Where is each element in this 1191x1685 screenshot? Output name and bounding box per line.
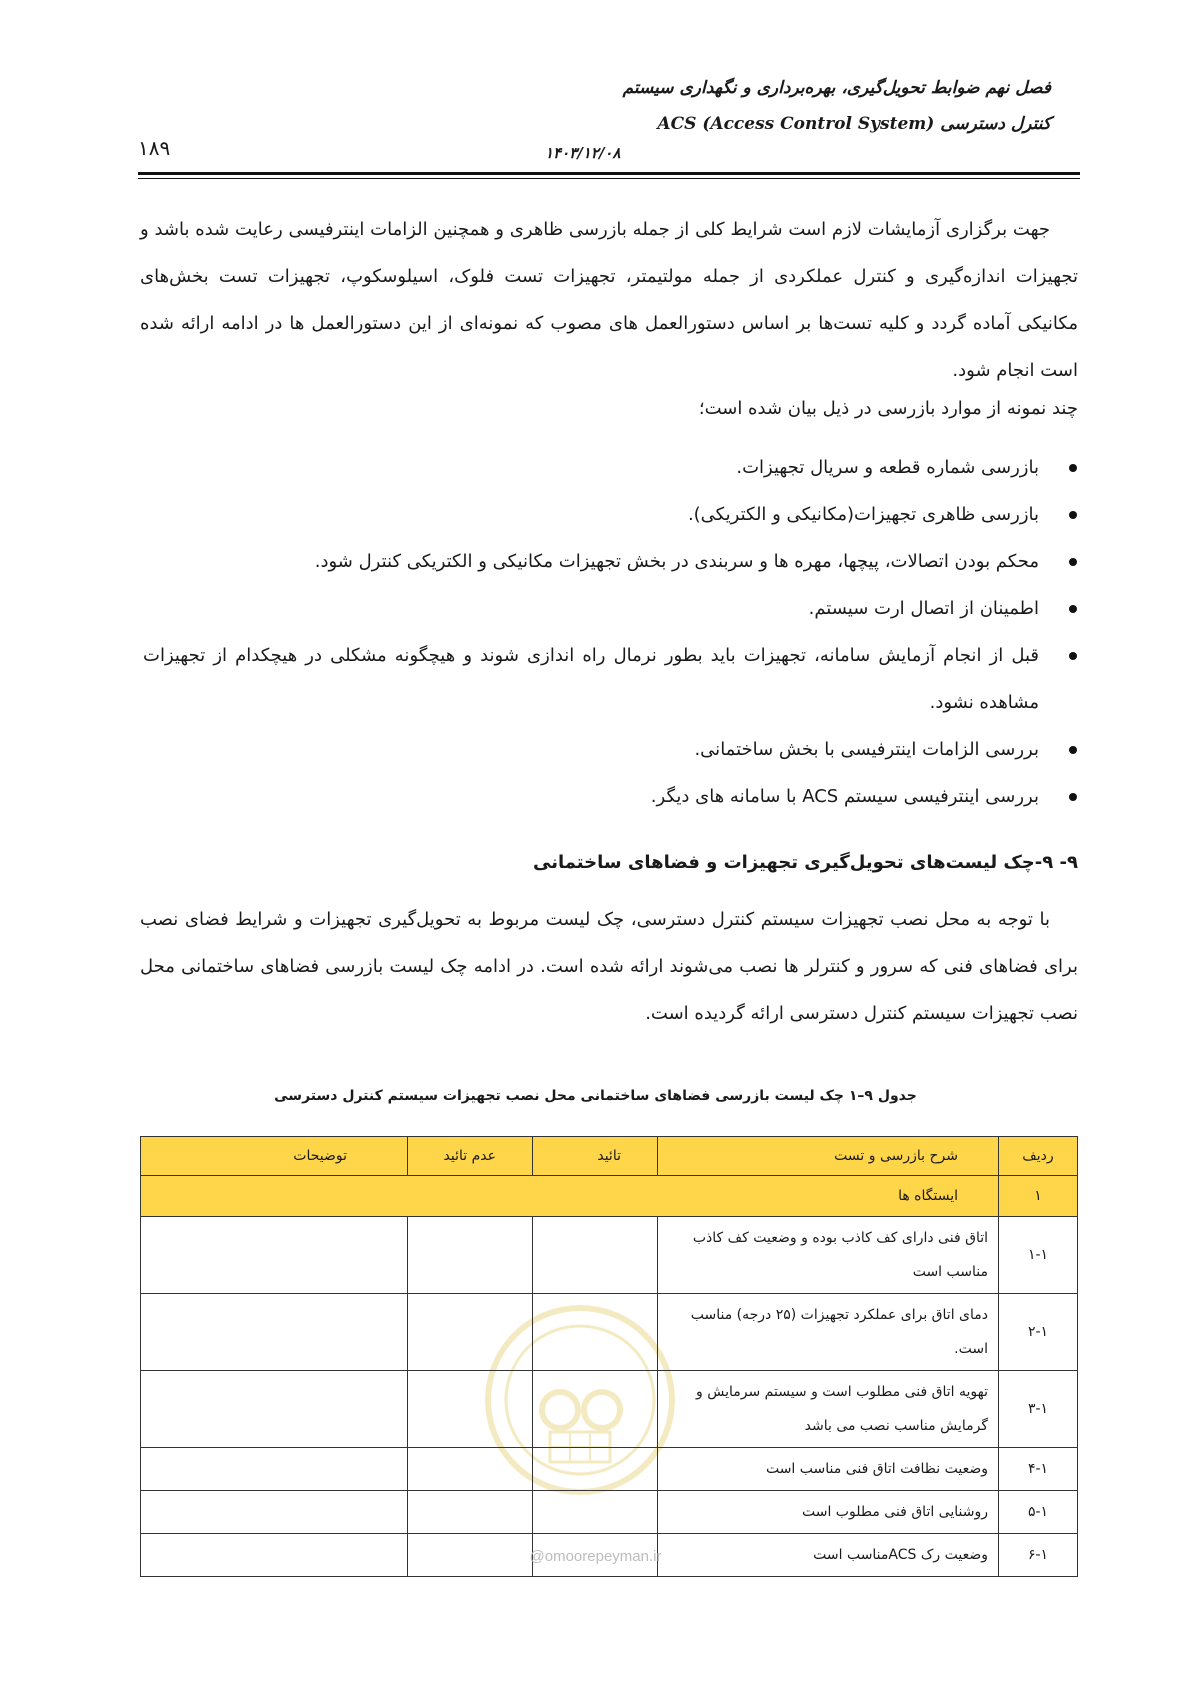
header-approve: تائید — [533, 1137, 658, 1176]
table-header-row — [141, 1137, 1078, 1176]
watermark-text: @omoorepeyman.ir — [529, 1548, 662, 1565]
header-notes: توضیحات — [141, 1137, 408, 1176]
list-item: اطمینان از اتصال ارت سیستم. — [143, 585, 1079, 632]
bullet-icon — [1069, 793, 1077, 801]
intro-paragraph — [140, 206, 1078, 394]
row-number: ۳-۱ — [999, 1371, 1078, 1448]
row-description: دمای اتاق برای عملکرد تجهیزات (۲۵ درجه) مناسب است. — [658, 1294, 999, 1371]
row-description: روشنایی اتاق فنی مطلوب است — [658, 1491, 999, 1534]
reject-cell[interactable] — [408, 1491, 533, 1534]
header-row-no: ردیف — [999, 1137, 1078, 1176]
list-item: بازرسی ظاهری تجهیزات(مکانیکی و الکتریکی). — [143, 491, 1079, 538]
table-row — [141, 1448, 1078, 1491]
table-group-row — [141, 1176, 1078, 1217]
page-number: ۱۸۹ — [138, 136, 171, 160]
list-item: بازرسی شماره قطعه و سریال تجهیزات. — [143, 444, 1079, 491]
bullet-icon — [1069, 464, 1077, 472]
system-title: کنترل دسترسی ACS (Access Control System) — [657, 114, 1051, 134]
list-item: بررسی الزامات اینترفیسی با بخش ساختمانی. — [143, 726, 1079, 773]
reject-cell[interactable] — [408, 1217, 533, 1294]
bullet-icon — [1069, 605, 1077, 613]
list-item: محکم بودن اتصالات، پیچها، مهره ها و سربندی در بخش تجهیزات مکانیکی و الکتریکی کنترل شود. — [143, 538, 1079, 585]
reject-cell[interactable] — [408, 1448, 533, 1491]
notes-cell[interactable] — [141, 1294, 408, 1371]
list-item: قبل از انجام آزمایش سامانه، تجهیزات باید بطور نرمال راه اندازی شوند و هیچگونه مشکلی در هیچکدام از تجهیزات مشاهده نشود. — [143, 632, 1079, 726]
table-row — [141, 1371, 1078, 1448]
table-row — [141, 1294, 1078, 1371]
section-heading: ۹- ۹-چک لیست‌های تحویل‌گیری تجهیزات و فضاهای ساختمانی — [533, 852, 1078, 873]
header-description: شرح بازرسی و تست — [658, 1137, 999, 1176]
section-paragraph: با توجه به محل نصب تجهیزات سیستم کنترل دسترسی، چک لیست مربوط به تحویل‌گیری تجهیزات و شرایط فضای نصب برای فضاهای فنی که سرور و کنترلر ها نصب می‌شوند ارائه شده است. در ادامه چک لیست بازرسی فضاهای ساختمانی محل نصب تجهیزات سیستم کنترل دسترسی ارائه گردیده است. — [140, 909, 1078, 1024]
header-reject: عدم تائید — [408, 1137, 533, 1176]
notes-cell[interactable] — [141, 1371, 408, 1448]
intro-paragraph-text: جهت برگزاری آزمایشات لازم است شرایط کلی از جمله بازرسی ظاهری و همچنین الزامات اینترفیسی رعایت شده باشد و تجهیزات اندازه‌گیری و کنترل عملکردی از جمله مولتیمتر، تجهیزات تست فلوک، اسیلوسکوپ، تجهیزات تست بخش‌های مکانیکی آماده گردد و کلیه تست‌ها بر اساس دستورالعمل های مصوب که نمونه‌ای از این دستورالعمل ها در ادامه ارائه شده است انجام شود. — [140, 219, 1078, 381]
header-rule-thick — [138, 172, 1080, 175]
checklist-table — [140, 1136, 1078, 1577]
notes-cell[interactable] — [141, 1491, 408, 1534]
row-number: ۵-۱ — [999, 1491, 1078, 1534]
inspection-list-intro: چند نمونه از موارد بازرسی در ذیل بیان شده است؛ — [698, 398, 1078, 419]
group-label: ایستگاه ها — [141, 1176, 999, 1217]
chapter-title: فصل نهم ضوابط تحویل‌گیری، بهره‌برداری و نگهداری سیستم — [622, 78, 1051, 98]
inspection-list — [143, 444, 1079, 820]
notes-cell[interactable] — [141, 1217, 408, 1294]
header-rule-thin — [138, 178, 1080, 179]
bullet-icon — [1069, 746, 1077, 754]
notes-cell[interactable] — [141, 1534, 408, 1577]
row-description: تهویه اتاق فنی مطلوب است و سیستم سرمایش و گرمایش مناسب نصب می باشد — [658, 1371, 999, 1448]
notes-cell[interactable] — [141, 1448, 408, 1491]
bullet-icon — [1069, 511, 1077, 519]
approve-cell[interactable] — [533, 1534, 658, 1577]
approve-cell[interactable] — [533, 1491, 658, 1534]
row-description: وضعیت رک ACSمناسب است — [658, 1534, 999, 1577]
table-row — [141, 1491, 1078, 1534]
table-row — [141, 1534, 1078, 1577]
row-number: ۶-۱ — [999, 1534, 1078, 1577]
row-number: ۱-۱ — [999, 1217, 1078, 1294]
reject-cell[interactable] — [408, 1294, 533, 1371]
approve-cell[interactable] — [533, 1217, 658, 1294]
group-number: ۱ — [999, 1176, 1078, 1217]
approve-cell[interactable] — [533, 1448, 658, 1491]
reject-cell[interactable] — [408, 1371, 533, 1448]
reject-cell[interactable] — [408, 1534, 533, 1577]
table-row — [141, 1217, 1078, 1294]
table-caption: جدول ۹–۱ چک لیست بازرسی فضاهای ساختمانی محل نصب تجهیزات سیستم کنترل دسترسی — [274, 1088, 917, 1104]
row-number: ۴-۱ — [999, 1448, 1078, 1491]
row-description: اتاق فنی دارای کف کاذب بوده و وضعیت کف کاذب مناسب است — [658, 1217, 999, 1294]
document-date: ۱۴۰۳/۱۲/۰۸ — [545, 144, 621, 162]
row-description: وضعیت نظافت اتاق فنی مناسب است — [658, 1448, 999, 1491]
bullet-icon — [1069, 558, 1077, 566]
approve-cell[interactable] — [533, 1371, 658, 1448]
list-item: بررسی اینترفیسی سیستم ACS با سامانه های دیگر. — [143, 773, 1079, 820]
bullet-icon — [1069, 652, 1077, 660]
row-number: ۲-۱ — [999, 1294, 1078, 1371]
approve-cell[interactable] — [533, 1294, 658, 1371]
